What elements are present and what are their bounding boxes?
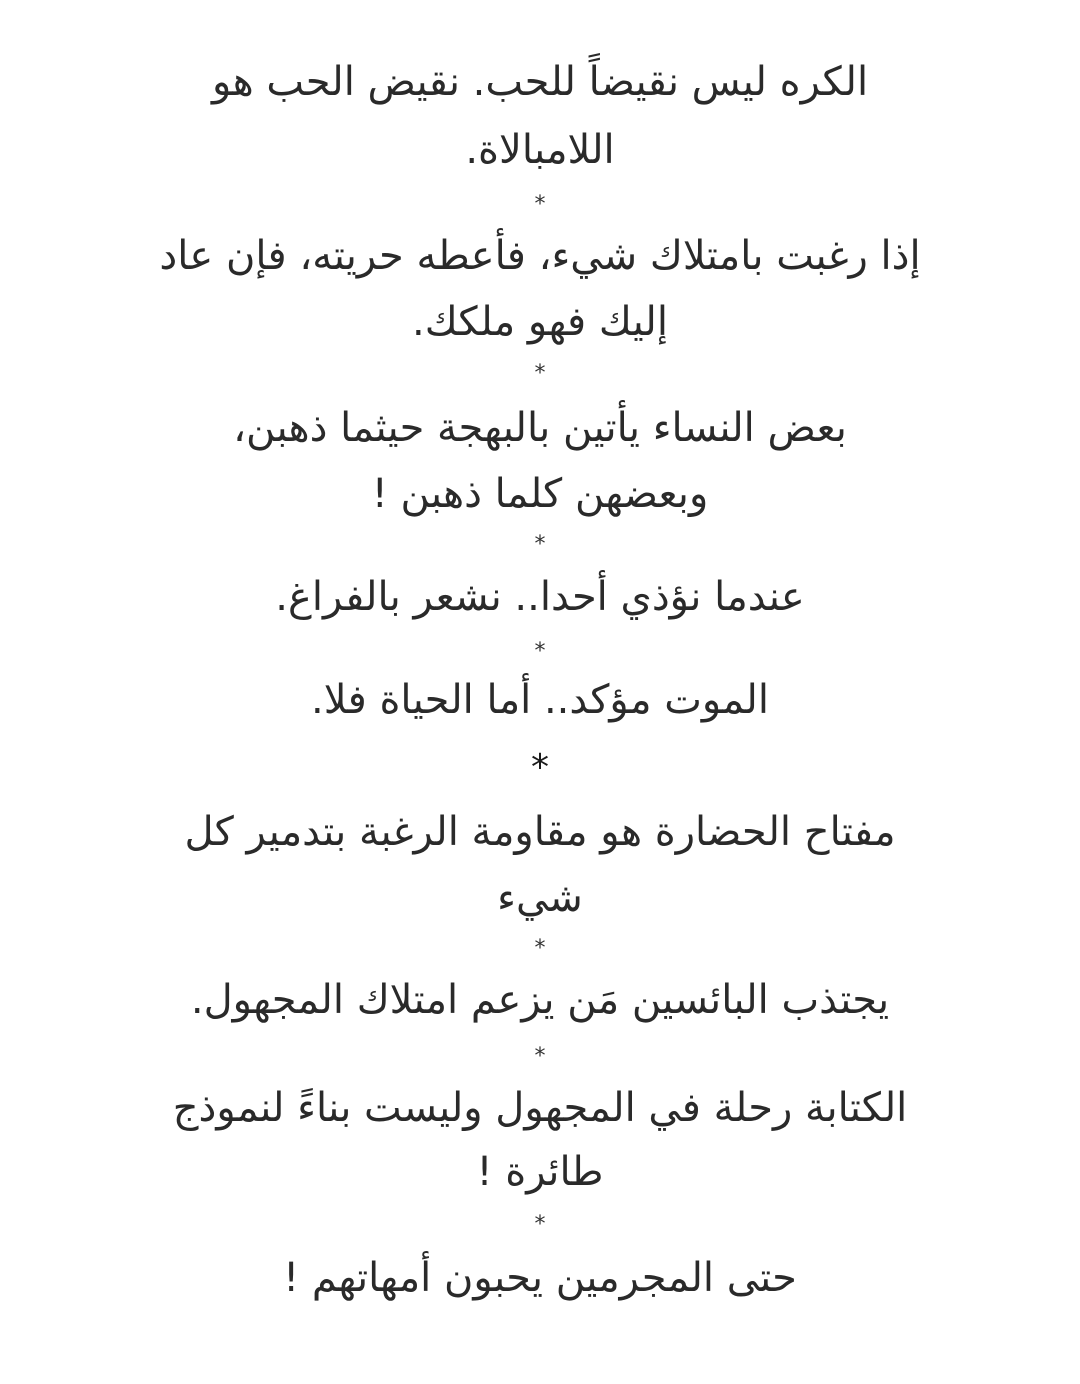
quote-3-line-2: وبعضهن كلما ذهبن ! — [371, 471, 709, 517]
separator-star-5: * — [531, 747, 549, 788]
separator-star-4: * — [534, 639, 546, 664]
quote-8-line-1: الكتابة رحلة في المجهول وليست بناءً لنموذج — [172, 1085, 908, 1131]
quote-1-line-1: الكره ليس نقيضاً للحب. نقيض الحب هو — [211, 59, 869, 105]
quote-2-line-2: إليك فهو ملكك. — [412, 299, 668, 345]
separator-star-2: * — [534, 361, 546, 386]
quote-4-line-1: عندما نؤذي أحدا.. نشعر بالفراغ. — [275, 574, 805, 620]
quote-1-line-2: اللامبالاة. — [465, 127, 615, 173]
quote-6-line-2: شيء — [497, 875, 583, 921]
quote-5-line-1: الموت مؤكد.. أما الحياة فلا. — [311, 677, 769, 723]
separator-star-7: * — [534, 1044, 546, 1069]
separator-star-3: * — [534, 532, 546, 557]
quote-3-line-1: بعض النساء يأتين بالبهجة حيثما ذهبن، — [233, 405, 847, 451]
quote-9-line-1: حتى المجرمين يحبون أمهاتهم ! — [283, 1255, 797, 1301]
quote-2-line-1: إذا رغبت بامتلاك شيء، فأعطه حريته، فإن عاد — [159, 233, 921, 279]
quote-8-line-2: طائرة ! — [476, 1149, 604, 1195]
quote-7-line-1: يجتذب البائسين مَن يزعم امتلاك المجهول. — [190, 977, 890, 1023]
separator-star-1: * — [534, 192, 546, 217]
separator-star-6: * — [534, 936, 546, 961]
separator-star-8: * — [534, 1212, 546, 1237]
quote-6-line-1: مفتاح الحضارة هو مقاومة الرغبة بتدمير كل — [184, 809, 896, 855]
